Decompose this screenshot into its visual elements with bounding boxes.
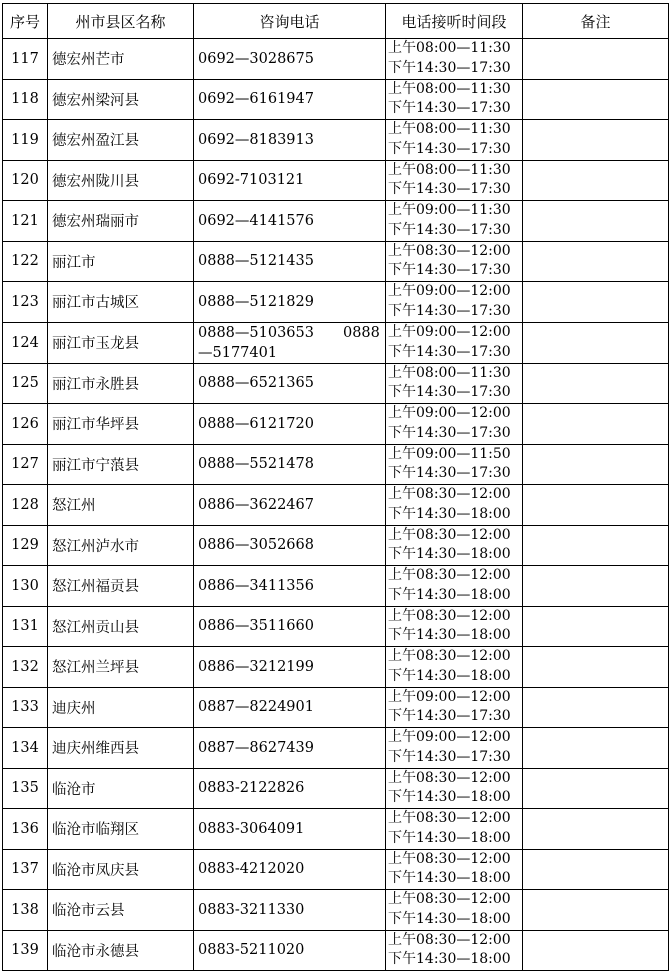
row-number: 126 <box>3 404 48 445</box>
phone-number: 0692-7103121 <box>194 160 386 201</box>
remark <box>523 363 669 404</box>
morning-hours: 上午09:00—12:00 <box>388 405 511 422</box>
table-row <box>3 849 669 890</box>
region-name: 迪庆州 <box>48 687 194 728</box>
row-number: 125 <box>3 363 48 404</box>
phone-number: 0886—3411356 <box>194 566 386 607</box>
header-no: 序号 <box>3 4 48 39</box>
remark <box>523 160 669 201</box>
remark <box>523 728 669 769</box>
table-row <box>3 404 669 445</box>
afternoon-hours: 下午14:30—18:00 <box>388 627 511 644</box>
afternoon-hours: 下午14:30—18:00 <box>388 586 511 603</box>
morning-hours: 上午08:30—12:00 <box>388 810 511 827</box>
phone-number: 0888—5521478 <box>194 444 386 485</box>
afternoon-hours: 下午14:30—17:30 <box>388 59 511 76</box>
table-row <box>3 241 669 282</box>
region-name: 迪庆州维西县 <box>48 728 194 769</box>
service-hours <box>386 160 523 201</box>
morning-hours: 上午09:00—12:00 <box>388 729 511 746</box>
remark <box>523 282 669 323</box>
row-number: 123 <box>3 282 48 323</box>
remark <box>523 930 669 971</box>
service-hours <box>386 120 523 161</box>
table-row <box>3 322 669 363</box>
row-number: 119 <box>3 120 48 161</box>
phone-number: 0888—5121435 <box>194 241 386 282</box>
afternoon-hours: 下午14:30—17:30 <box>388 262 511 279</box>
service-hours <box>386 525 523 566</box>
row-number: 118 <box>3 79 48 120</box>
phone-number: 0883-4212020 <box>194 849 386 890</box>
table-row <box>3 444 669 485</box>
region-name: 怒江州贡山县 <box>48 606 194 647</box>
morning-hours: 上午09:00—11:50 <box>388 445 511 462</box>
table-row <box>3 809 669 850</box>
table-row <box>3 525 669 566</box>
remark <box>523 566 669 607</box>
service-hours <box>386 647 523 688</box>
service-hours <box>386 241 523 282</box>
service-hours <box>386 485 523 526</box>
service-hours <box>386 606 523 647</box>
afternoon-hours: 下午14:30—17:30 <box>388 100 511 117</box>
region-name: 德宏州梁河县 <box>48 79 194 120</box>
row-number: 134 <box>3 728 48 769</box>
table-row <box>3 201 669 242</box>
phone-number: 0888—5103653 0888—5177401 <box>194 322 386 363</box>
region-name: 临沧市永德县 <box>48 930 194 971</box>
morning-hours: 上午09:00—12:00 <box>388 688 511 705</box>
remark <box>523 768 669 809</box>
row-number: 117 <box>3 39 48 80</box>
afternoon-hours: 下午14:30—17:30 <box>388 384 511 401</box>
morning-hours: 上午08:30—12:00 <box>388 931 511 948</box>
afternoon-hours: 下午14:30—17:30 <box>388 708 511 725</box>
service-hours <box>386 282 523 323</box>
header-note: 备注 <box>523 4 669 39</box>
service-hours <box>386 768 523 809</box>
afternoon-hours: 下午14:30—17:30 <box>388 181 511 198</box>
phone-number: 0692—8183913 <box>194 120 386 161</box>
table-row <box>3 485 669 526</box>
row-number: 124 <box>3 322 48 363</box>
afternoon-hours: 下午14:30—18:00 <box>388 667 511 684</box>
phone-number: 0692—6161947 <box>194 79 386 120</box>
morning-hours: 上午08:30—12:00 <box>388 526 511 543</box>
region-name: 怒江州泸水市 <box>48 525 194 566</box>
phone-number: 0888—6521365 <box>194 363 386 404</box>
phone-number: 0886—3212199 <box>194 647 386 688</box>
phone-number: 0887—8627439 <box>194 728 386 769</box>
row-number: 138 <box>3 890 48 931</box>
service-hours <box>386 566 523 607</box>
phone-number: 0887—8224901 <box>194 687 386 728</box>
row-number: 136 <box>3 809 48 850</box>
morning-hours: 上午08:00—11:30 <box>388 121 511 138</box>
morning-hours: 上午09:00—12:00 <box>388 324 511 340</box>
morning-hours: 上午08:30—12:00 <box>388 891 511 908</box>
table-row <box>3 363 669 404</box>
region-name: 丽江市华坪县 <box>48 404 194 445</box>
region-name: 丽江市 <box>48 241 194 282</box>
morning-hours: 上午08:00—11:30 <box>388 364 511 381</box>
service-hours <box>386 201 523 242</box>
row-number: 128 <box>3 485 48 526</box>
phone-number: 0888—6121720 <box>194 404 386 445</box>
service-hours <box>386 444 523 485</box>
remark <box>523 606 669 647</box>
region-name: 德宏州瑞丽市 <box>48 201 194 242</box>
morning-hours: 上午08:00—11:30 <box>388 161 511 178</box>
row-number: 121 <box>3 201 48 242</box>
remark <box>523 485 669 526</box>
afternoon-hours: 下午14:30—17:30 <box>388 302 511 319</box>
header-row <box>3 4 669 39</box>
row-number: 139 <box>3 930 48 971</box>
region-name: 怒江州 <box>48 485 194 526</box>
remark <box>523 444 669 485</box>
service-hours <box>386 39 523 80</box>
header-name: 州市县区名称 <box>48 4 194 39</box>
service-hours <box>386 404 523 445</box>
phone-number: 0883-3064091 <box>194 809 386 850</box>
morning-hours: 上午08:30—12:00 <box>388 486 511 503</box>
remark <box>523 687 669 728</box>
service-hours <box>386 849 523 890</box>
table-body <box>3 39 669 971</box>
table-row <box>3 647 669 688</box>
phone-number: 0886—3511660 <box>194 606 386 647</box>
phone-number: 0886—3052668 <box>194 525 386 566</box>
remark <box>523 120 669 161</box>
morning-hours: 上午08:30—12:00 <box>388 648 511 665</box>
afternoon-hours: 下午14:30—17:30 <box>388 221 511 238</box>
afternoon-hours: 下午14:30—17:30 <box>388 140 511 157</box>
phone-number: 0883-5211020 <box>194 930 386 971</box>
row-number: 132 <box>3 647 48 688</box>
region-name: 丽江市玉龙县 <box>48 322 194 363</box>
table-row <box>3 282 669 323</box>
table-row <box>3 606 669 647</box>
table-row <box>3 728 669 769</box>
service-hours <box>386 930 523 971</box>
row-number: 131 <box>3 606 48 647</box>
morning-hours: 上午08:30—12:00 <box>388 850 511 867</box>
table-row <box>3 768 669 809</box>
table-row <box>3 890 669 931</box>
region-name: 临沧市凤庆县 <box>48 849 194 890</box>
region-name: 怒江州兰坪县 <box>48 647 194 688</box>
row-number: 137 <box>3 849 48 890</box>
afternoon-hours: 下午14:30—18:00 <box>388 789 511 806</box>
remark <box>523 201 669 242</box>
phone-number: 0883-3211330 <box>194 890 386 931</box>
remark <box>523 39 669 80</box>
row-number: 135 <box>3 768 48 809</box>
remark <box>523 849 669 890</box>
morning-hours: 上午08:30—12:00 <box>388 242 511 259</box>
morning-hours: 上午08:30—12:00 <box>388 769 511 786</box>
region-name: 德宏州盈江县 <box>48 120 194 161</box>
row-number: 133 <box>3 687 48 728</box>
header-time: 电话接听时间段 <box>386 4 523 39</box>
morning-hours: 上午08:30—12:00 <box>388 567 511 584</box>
remark <box>523 525 669 566</box>
table-row <box>3 79 669 120</box>
remark <box>523 647 669 688</box>
service-hours <box>386 728 523 769</box>
region-name: 临沧市临翔区 <box>48 809 194 850</box>
phone-number: 0888—5121829 <box>194 282 386 323</box>
afternoon-hours: 下午14:30—17:30 <box>388 424 511 441</box>
remark <box>523 79 669 120</box>
phone-number: 0886—3622467 <box>194 485 386 526</box>
afternoon-hours: 下午14:30—17:30 <box>388 748 511 765</box>
afternoon-hours: 下午14:30—18:00 <box>388 546 511 563</box>
morning-hours: 上午08:00—11:30 <box>388 80 511 97</box>
header-phone: 咨询电话 <box>194 4 386 39</box>
row-number: 120 <box>3 160 48 201</box>
remark <box>523 241 669 282</box>
remark <box>523 404 669 445</box>
remark <box>523 809 669 850</box>
region-name: 德宏州陇川县 <box>48 160 194 201</box>
table-row <box>3 160 669 201</box>
morning-hours: 上午09:00—12:00 <box>388 283 511 300</box>
afternoon-hours: 下午14:30—18:00 <box>388 829 511 846</box>
afternoon-hours: 下午14:30—18:00 <box>388 910 511 927</box>
region-name: 丽江市宁蒗县 <box>48 444 194 485</box>
remark <box>523 322 669 363</box>
phone-number: 0692—4141576 <box>194 201 386 242</box>
row-number: 129 <box>3 525 48 566</box>
region-name: 临沧市 <box>48 768 194 809</box>
morning-hours: 上午09:00—11:30 <box>388 202 511 219</box>
table-row <box>3 39 669 80</box>
region-name: 怒江州福贡县 <box>48 566 194 607</box>
region-name: 临沧市云县 <box>48 890 194 931</box>
afternoon-hours: 下午14:30—18:00 <box>388 505 511 522</box>
afternoon-hours: 下午14:30—18:00 <box>388 870 511 887</box>
morning-hours: 上午08:30—12:00 <box>388 607 511 624</box>
table-row <box>3 930 669 971</box>
remark <box>523 890 669 931</box>
row-number: 127 <box>3 444 48 485</box>
region-name: 丽江市古城区 <box>48 282 194 323</box>
afternoon-hours: 下午14:30—18:00 <box>388 951 511 968</box>
table-row <box>3 687 669 728</box>
afternoon-hours: 下午14:30—17:30 <box>388 465 511 482</box>
afternoon-hours: 下午14:30—17:30 <box>388 343 511 360</box>
service-hours <box>386 322 523 363</box>
hotline-table <box>2 3 669 971</box>
table-row <box>3 120 669 161</box>
region-name: 丽江市永胜县 <box>48 363 194 404</box>
service-hours <box>386 79 523 120</box>
table-row <box>3 566 669 607</box>
phone-number: 0883-2122826 <box>194 768 386 809</box>
morning-hours: 上午08:00—11:30 <box>388 40 511 57</box>
service-hours <box>386 363 523 404</box>
region-name: 德宏州芒市 <box>48 39 194 80</box>
phone-number: 0692—3028675 <box>194 39 386 80</box>
service-hours <box>386 890 523 931</box>
row-number: 130 <box>3 566 48 607</box>
service-hours <box>386 809 523 850</box>
row-number: 122 <box>3 241 48 282</box>
service-hours <box>386 687 523 728</box>
